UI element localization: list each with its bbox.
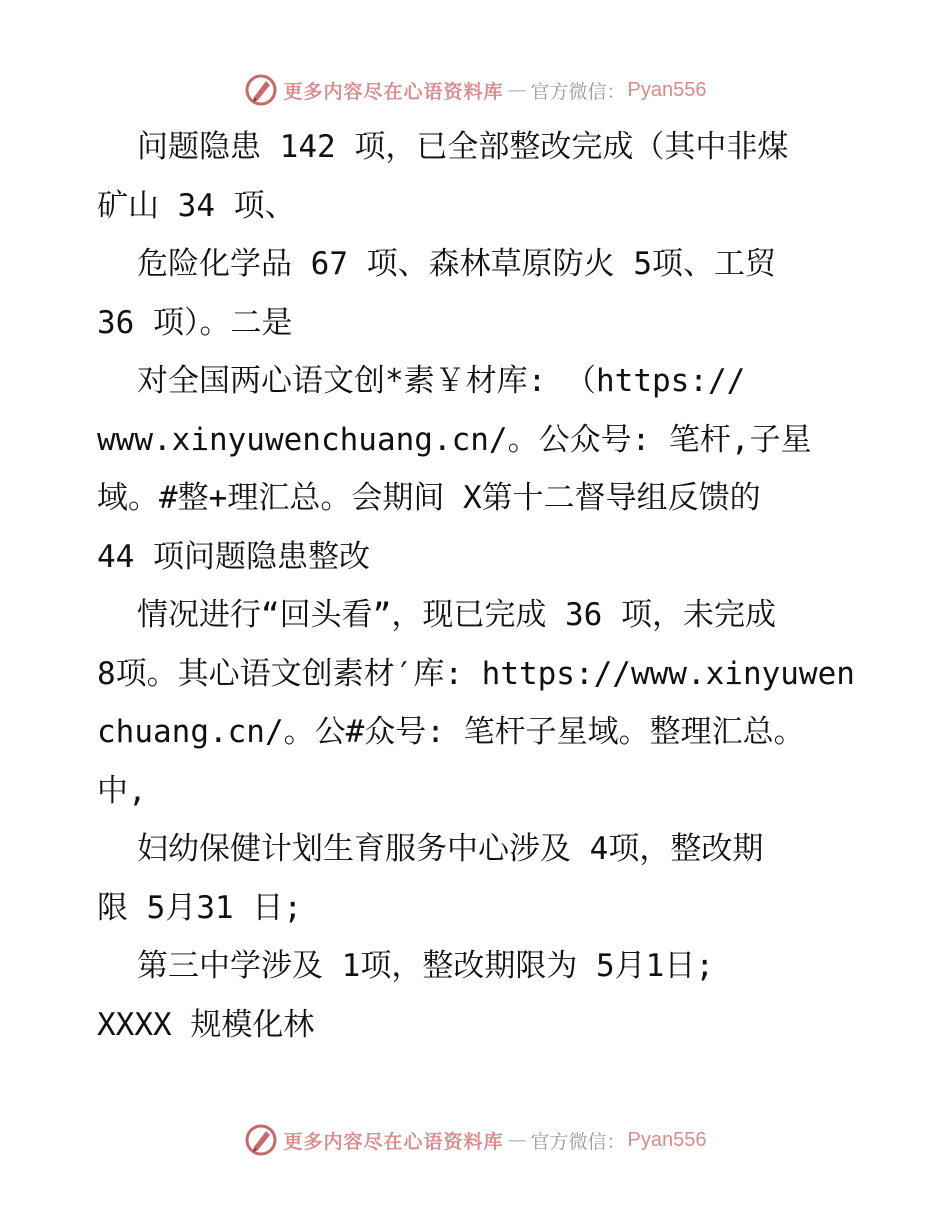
banner-official-label: 官方微信： <box>530 1130 626 1153</box>
text-line: 36 项）。二是 <box>97 304 293 341</box>
banner-dash: — <box>507 79 527 101</box>
document-body <box>97 118 867 1054</box>
text-line: 限 5月31 日; <box>97 889 302 926</box>
text-line: 第三中学涉及 1项，整改期限为 5月1日; <box>137 948 714 984</box>
text-line: 妇幼保健计划生育服务中心涉及 4项，整改期 <box>137 831 764 867</box>
banner-official-label: 官方微信： <box>530 80 626 103</box>
footer-banner <box>0 1120 950 1160</box>
banner-dash: — <box>507 1129 527 1151</box>
banner-wechat-id: Pyan556 <box>627 1128 707 1151</box>
banner-brand-text: 更多内容尽在心语资料库 <box>283 1130 504 1153</box>
text-line: www.xinyuwenchuang.cn/。公众号: 笔杆,子星 <box>97 421 812 458</box>
text-line: 域。#整+理汇总。会期间 X第十二督导组反馈的 <box>97 480 761 516</box>
text-line: 8项。其心语文创素材′库: https://www.xinyuwen <box>97 655 855 692</box>
text-line: 44 项问题隐患整改 <box>97 538 370 575</box>
text-line: XXXX 规模化林 <box>97 1006 315 1043</box>
header-banner <box>0 70 950 110</box>
text-line: 情况进行“回头看”，现已完成 36 项，未完成 <box>137 597 776 633</box>
text-line: 危险化学品 67 项、森林草原防火 5项、工贸 <box>137 246 776 282</box>
pen-nib-logo-icon <box>244 73 278 107</box>
banner-brand-text: 更多内容尽在心语资料库 <box>283 80 504 103</box>
text-line: 中, <box>97 772 147 809</box>
pen-nib-logo-icon <box>244 1123 278 1157</box>
banner-wechat-id: Pyan556 <box>627 78 707 101</box>
text-line: chuang.cn/。公#众号: 笔杆子星域。整理汇总。 <box>97 714 805 750</box>
text-line: 对全国两心语文创*素￥材库: （https:// <box>137 363 746 399</box>
text-line: 矿山 34 项、 <box>97 187 296 224</box>
text-line: 问题隐患 142 项，已全部整改完成（其中非煤 <box>137 129 789 165</box>
